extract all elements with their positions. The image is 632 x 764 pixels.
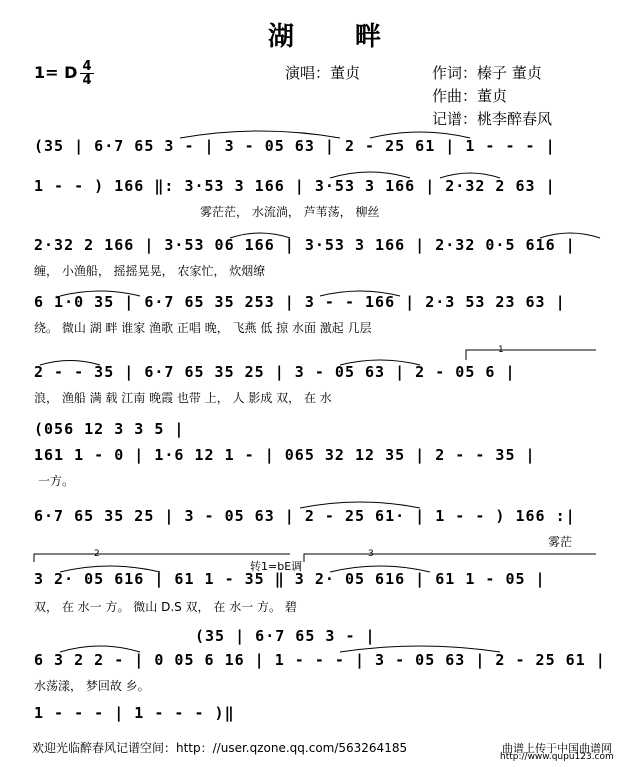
notation-row-7: 161 1 - 0 | 1·6 12 1 - | 065 32 12 35 | 2 - - 35 | bbox=[34, 446, 536, 464]
singer-credit: 演唱：董贞 bbox=[285, 64, 361, 82]
notation-row-1: (35 | 6·7 65 3 - | 3 - 05 63 | 2 - 25 61 | 1 - - - | bbox=[34, 137, 556, 155]
lyrics-row-2: 雾茫茫， 水流淌， 芦苇荡， 柳丝 bbox=[200, 205, 380, 219]
lyrics-row-8: 雾茫 bbox=[548, 535, 573, 549]
slur-arc bbox=[180, 131, 340, 138]
slur-arc bbox=[330, 172, 410, 178]
notation-row-10: (35 | 6·7 65 3 - | bbox=[195, 627, 376, 645]
notation-row-6: (056 12 3 3 5 | bbox=[34, 420, 185, 438]
volta-bracket-3 bbox=[304, 554, 596, 562]
lyrics-row-9: 双， 在 水一 方。 微山 D.S 双， 在 水一 方。 碧 bbox=[34, 600, 297, 614]
site-url: http://www.qupu123.com bbox=[500, 752, 614, 762]
slur-arc bbox=[60, 646, 140, 652]
lyrics-row-4: 绕。 微山 湖 畔 谁家 渔歌 正唱 晚， 飞燕 低 掠 水面 激起 几层 bbox=[34, 321, 372, 335]
slur-arc bbox=[340, 360, 420, 365]
modulation-mark: 转1=bE调 bbox=[250, 560, 303, 573]
slur-arc bbox=[40, 361, 100, 366]
lyrics-row-3: 缠， 小渔船， 摇摇晃晃， 农家忙， 炊烟缭 bbox=[34, 264, 266, 278]
notation-row-4: 6 1·0 35 | 6·7 65 35 253 | 3 - - 166 | 2·3 53 23 63 | bbox=[34, 293, 566, 311]
notation-row-12: 1 - - - | 1 - - - )‖ bbox=[34, 704, 235, 722]
slur-arc bbox=[440, 173, 500, 178]
slur-arc bbox=[540, 233, 600, 238]
key-signature: 1= D bbox=[34, 63, 78, 82]
volta-label-3: 3 bbox=[368, 549, 374, 559]
footer-url: 欢迎光临醉春风记谱空间：http：//user.qzone.qq.com/563264185 bbox=[32, 741, 408, 755]
transcriber-credit: 记谱：桃李醉春风 bbox=[432, 110, 553, 128]
lyrics-row-7: 一方。 bbox=[38, 474, 75, 488]
site-credit: 曲谱上传于中国曲谱网 bbox=[502, 742, 612, 755]
composer-credit: 作曲：董贞 bbox=[432, 87, 508, 105]
notation-row-11: 6 3 2 2 - | 0 05 6 16 | 1 - - - | 3 - 05 63 | 2 - 25 61 | bbox=[34, 651, 606, 669]
slur-arc bbox=[60, 566, 160, 572]
slur-arc bbox=[370, 132, 470, 138]
notation-row-5: 2 - - 35 | 6·7 65 35 25 | 3 - 05 63 | 2 - 05 6 | bbox=[34, 363, 516, 381]
notation-row-2: 1 - - ) 166 ‖: 3·53 3 166 | 3·53 3 166 | 2·32 2 63 | bbox=[34, 177, 556, 195]
notation-row-3: 2·32 2 166 | 3·53 06 166 | 3·53 3 166 | 2·32 0·5 616 | bbox=[34, 236, 576, 254]
volta-bracket-2 bbox=[34, 554, 290, 562]
slur-arc bbox=[300, 502, 420, 508]
slur-arc bbox=[60, 291, 140, 296]
lyrics-row-5: 浪， 渔船 满 载 江南 晚霞 也带 上， 人 影成 双， 在 水 bbox=[34, 391, 332, 405]
lyrics-row-11: 水荡漾， 梦回故 乡。 bbox=[34, 679, 150, 693]
slur-arc bbox=[340, 646, 500, 652]
volta-label-2: 2 bbox=[94, 549, 100, 559]
notation-row-9: 3 2· 05 616 | 61 1 - 35 ‖ 3 2· 05 616 | 61 1 - 05 | bbox=[34, 570, 546, 588]
slur-arc bbox=[230, 233, 290, 238]
time-signature-bottom: 4 bbox=[80, 73, 94, 87]
slur-arc bbox=[320, 291, 400, 296]
volta-label-1: 1 bbox=[498, 345, 504, 355]
slur-arc bbox=[330, 566, 430, 572]
time-signature-top: 4 bbox=[82, 59, 92, 74]
score-title: 湖 畔 bbox=[268, 22, 408, 52]
volta-bracket-1 bbox=[466, 350, 596, 360]
lyricist-credit: 作词：榛子 董贞 bbox=[432, 64, 542, 82]
notation-row-8: 6·7 65 35 25 | 3 - 05 63 | 2 - 25 61· | 1 - - ) 166 :| bbox=[34, 507, 576, 525]
